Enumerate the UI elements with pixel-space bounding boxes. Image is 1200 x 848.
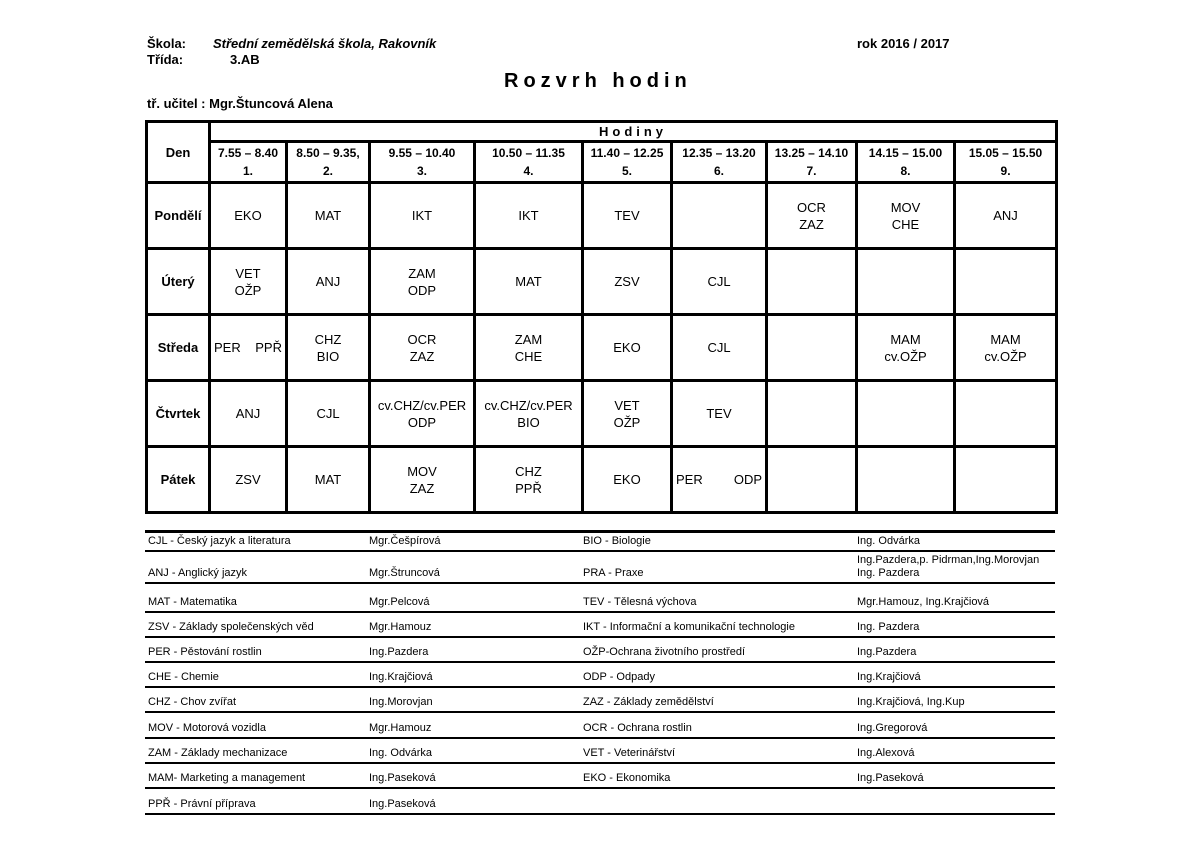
lesson-cell	[583, 447, 672, 513]
subject-code: MAT	[314, 208, 342, 223]
legend-subject: VET - Veterinářství	[583, 747, 676, 759]
hours-header: Hodiny	[210, 122, 1057, 142]
legend-subject: ZSV - Základy společenských věd	[148, 621, 314, 633]
legend-subject: BIO - Biologie	[583, 535, 651, 547]
subject-code: PPŘ	[255, 340, 282, 355]
legend-teacher: Ing.Paseková	[369, 798, 436, 810]
subject-code: MAT	[314, 472, 342, 487]
legend-subject: ZAZ - Základy zemědělství	[583, 696, 714, 708]
legend-row	[145, 789, 1055, 815]
subject-code: PPŘ	[515, 480, 542, 496]
lesson-cell	[857, 249, 955, 315]
period-number: 3.	[416, 164, 427, 178]
subject-code: CJL	[707, 340, 731, 355]
lesson-cell	[210, 447, 287, 513]
subject-code: OCR	[407, 331, 437, 347]
lesson-cell	[672, 249, 767, 315]
subject-code: ODP	[407, 414, 437, 430]
lesson-cell	[857, 183, 955, 249]
lesson-cell	[672, 447, 767, 513]
period-time: 13.25 – 14.10	[774, 146, 849, 160]
legend-subject: PER - Pěstování rostlin	[148, 646, 262, 658]
subject-code: ZAM	[514, 331, 543, 347]
legend-subject: ZAM - Základy mechanizace	[148, 747, 288, 759]
timetable	[145, 120, 1058, 514]
period-header	[475, 142, 583, 183]
legend-teacher: Ing.Krajčiová	[857, 671, 921, 683]
legend-teacher: Ing. Odvárka	[857, 535, 920, 547]
legend-row	[145, 739, 1055, 764]
lesson-cell	[767, 315, 857, 381]
lesson-cell	[475, 315, 583, 381]
legend-teacher: Ing.Krajčiová	[369, 671, 433, 683]
subject-code: MAM	[990, 331, 1021, 347]
day-name: Čtvrtek	[147, 381, 210, 447]
legend-teacher: Ing.Alexová	[857, 747, 915, 759]
lesson-cell	[210, 183, 287, 249]
period-number: 4.	[523, 164, 534, 178]
lesson-cell	[475, 183, 583, 249]
subject-code: ANJ	[993, 208, 1018, 223]
legend-teacher-line: Ing.Pazdera,p. Pidrman,Ing.Morovjan	[857, 554, 1040, 566]
period-number: 2.	[322, 164, 333, 178]
period-number: 7.	[806, 164, 817, 178]
period-time: 8.50 – 9.35,	[296, 146, 360, 160]
legend-row	[145, 533, 1055, 552]
legend-row	[145, 764, 1055, 789]
lesson-cell	[767, 381, 857, 447]
subject-code: ZAM	[408, 265, 436, 281]
legend-subject: CHZ - Chov zvířat	[148, 696, 237, 708]
day-name: Pondělí	[147, 183, 210, 249]
lesson-cell	[672, 315, 767, 381]
subject-code: MAM	[890, 331, 921, 347]
legend-teacher-line: Ing. Pazdera	[857, 567, 920, 579]
legend-teacher	[857, 554, 1039, 580]
split-lesson	[211, 339, 285, 356]
lesson-cell	[955, 315, 1057, 381]
lesson-cell	[287, 447, 370, 513]
subject-code: ZAZ	[409, 348, 435, 364]
lesson-cell	[767, 447, 857, 513]
period-time: 9.55 – 10.40	[388, 146, 456, 160]
lesson-cell	[475, 381, 583, 447]
period-header	[583, 142, 672, 183]
legend-subject: MAM- Marketing a management	[148, 772, 306, 784]
subject-code: EKO	[234, 208, 262, 223]
day-row	[147, 447, 1057, 513]
legend-subject: TEV - Tělesná výchova	[583, 596, 697, 608]
day-row	[147, 183, 1057, 249]
split-lesson	[673, 471, 765, 488]
subject-code: TEV	[614, 208, 640, 223]
lesson-cell	[955, 447, 1057, 513]
subject-code: cv.OŽP	[884, 348, 927, 364]
lesson-cell	[955, 381, 1057, 447]
lesson-cell	[857, 315, 955, 381]
subject-code: EKO	[613, 472, 641, 487]
period-time: 12.35 – 13.20	[682, 146, 756, 160]
subject-code: ZAZ	[409, 480, 435, 496]
subject-code: CHZ	[515, 463, 542, 479]
period-number: 1.	[242, 164, 253, 178]
legend-subject: ANJ - Anglický jazyk	[148, 567, 248, 579]
lesson-cell	[583, 381, 672, 447]
lesson-cell	[287, 183, 370, 249]
subject-code: ODP	[733, 472, 762, 487]
legend-teacher: Mgr.Hamouz	[369, 621, 432, 633]
period-time: 15.05 – 15.50	[968, 146, 1043, 160]
lesson-cell	[370, 447, 475, 513]
period-header	[370, 142, 475, 183]
subject-code: BIO	[316, 348, 340, 364]
subject-code: VET	[614, 397, 640, 413]
subject-code: OCR	[797, 199, 826, 215]
subject-code: MOV	[407, 463, 437, 479]
legend-teacher: Ing.Paseková	[857, 772, 924, 784]
lesson-cell	[370, 315, 475, 381]
subject-code: CHE	[514, 348, 543, 364]
legend-subject: PRA - Praxe	[583, 567, 644, 579]
lesson-cell	[672, 183, 767, 249]
legend-row	[145, 584, 1055, 613]
period-time: 14.15 – 15.00	[868, 146, 943, 160]
lesson-cell	[370, 249, 475, 315]
subject-code: TEV	[706, 406, 732, 421]
subject-code: MOV	[890, 199, 921, 215]
legend-teacher: Mgr.Štruncová	[369, 567, 440, 579]
class-label: Třída:	[147, 52, 184, 67]
subject-code: BIO	[517, 414, 540, 430]
subject-code: PER	[214, 340, 241, 355]
subject-code: ANJ	[315, 274, 341, 289]
lesson-cell	[210, 315, 287, 381]
lesson-cell	[287, 315, 370, 381]
day-name: Pátek	[147, 447, 210, 513]
school-label: Škola:	[147, 36, 187, 51]
period-time: 7.55 – 8.40	[217, 146, 279, 160]
legend-subject: CHE - Chemie	[148, 671, 219, 683]
legend-teacher: Ing.Gregorová	[857, 722, 928, 734]
legend-teacher: Ing.Paseková	[369, 772, 436, 784]
day-row	[147, 315, 1057, 381]
class-name: 3.AB	[230, 52, 260, 67]
lesson-cell	[857, 381, 955, 447]
legend-row	[145, 713, 1055, 739]
period-header	[210, 142, 287, 183]
lesson-cell	[475, 447, 583, 513]
subject-code: ZSV	[235, 472, 261, 487]
school-name: Střední zemědělská škola, Rakovník	[213, 36, 437, 51]
lesson-cell	[767, 183, 857, 249]
legend-row	[145, 552, 1055, 584]
subject-code: ZSV	[614, 274, 640, 289]
day-row	[147, 381, 1057, 447]
subject-code: cv.CHZ/cv.PER	[377, 397, 467, 413]
class-teacher: tř. učitel : Mgr.Štuncová Alena	[147, 96, 333, 111]
subject-code: MAT	[515, 274, 542, 289]
legend-subject: CJL - Český jazyk a literatura	[148, 535, 291, 547]
lesson-cell	[583, 183, 672, 249]
lesson-cell	[955, 249, 1057, 315]
subject-code: OŽP	[613, 414, 641, 430]
period-header	[672, 142, 767, 183]
subject-code: EKO	[613, 340, 641, 355]
legend-row	[145, 688, 1055, 713]
period-header	[955, 142, 1057, 183]
period-number: 6.	[713, 164, 724, 178]
legend-teacher: Ing.Morovjan	[369, 696, 433, 708]
subject-code: ODP	[407, 282, 437, 298]
subject-code: IKT	[411, 208, 433, 223]
legend-subject: OŽP-Ochrana životního prostředí	[583, 646, 746, 658]
day-row	[147, 249, 1057, 315]
page-title: Rozvrh hodin	[504, 70, 692, 92]
subject-code: cv.OŽP	[984, 348, 1027, 364]
lesson-cell	[370, 183, 475, 249]
period-header	[857, 142, 955, 183]
subject-code: ZAZ	[799, 216, 824, 232]
legend-subject: OCR - Ochrana rostlin	[583, 722, 692, 734]
period-number: 5.	[621, 164, 632, 178]
legend-teacher: Ing. Odvárka	[369, 747, 432, 759]
legend-row	[145, 663, 1055, 688]
legend-teacher: Mgr.Hamouz	[369, 722, 432, 734]
lesson-cell	[583, 249, 672, 315]
day-name: Středa	[147, 315, 210, 381]
lesson-cell	[475, 249, 583, 315]
legend-teacher: Mgr.Hamouz, Ing.Krajčiová	[857, 596, 990, 608]
period-number: 8.	[900, 164, 911, 178]
subject-code: IKT	[518, 208, 539, 223]
day-column-header: Den	[147, 122, 210, 183]
legend-teacher: Mgr.Češpírová	[369, 535, 441, 547]
lesson-cell	[210, 249, 287, 315]
school-year: rok 2016 / 2017	[857, 36, 950, 51]
subject-code: CHZ	[314, 331, 342, 347]
lesson-cell	[672, 381, 767, 447]
legend-subject: ODP - Odpady	[583, 671, 655, 683]
legend-teacher: Ing.Pazdera	[369, 646, 429, 658]
lesson-cell	[210, 381, 287, 447]
subject-code: CJL	[707, 274, 731, 289]
period-number: 9.	[1000, 164, 1011, 178]
lesson-cell	[370, 381, 475, 447]
lesson-cell	[287, 249, 370, 315]
legend-row	[145, 613, 1055, 638]
lesson-cell	[287, 381, 370, 447]
subject-code: cv.CHZ/cv.PER	[484, 397, 573, 413]
legend-subject: MAT - Matematika	[148, 596, 237, 608]
period-header	[287, 142, 370, 183]
legend-subject: PPŘ - Právní příprava	[148, 798, 256, 810]
legend-teacher: Ing.Pazdera	[857, 646, 917, 658]
subject-code: CJL	[316, 406, 340, 421]
lesson-cell	[955, 183, 1057, 249]
legend-teacher: Ing. Pazdera	[857, 621, 920, 633]
subject-code: OŽP	[234, 282, 262, 298]
period-time: 11.40 – 12.25	[590, 146, 664, 160]
legend-subject: IKT - Informační a komunikační technologie	[583, 621, 795, 633]
legend-row	[145, 638, 1055, 663]
period-time: 10.50 – 11.35	[492, 146, 565, 160]
lesson-cell	[583, 315, 672, 381]
lesson-cell	[767, 249, 857, 315]
legend-subject: MOV - Motorová vozidla	[148, 722, 266, 734]
legend-teacher: Ing.Krajčiová, Ing.Kup	[857, 696, 965, 708]
subject-code: ANJ	[235, 406, 261, 421]
subject-code: CHE	[891, 216, 920, 232]
legend-teacher: Mgr.Pelcová	[369, 596, 430, 608]
legend-subject: EKO - Ekonomika	[583, 772, 671, 784]
subject-code: VET	[235, 265, 261, 281]
lesson-cell	[857, 447, 955, 513]
period-header	[767, 142, 857, 183]
subject-code: PER	[676, 472, 703, 487]
day-name: Úterý	[147, 249, 210, 315]
